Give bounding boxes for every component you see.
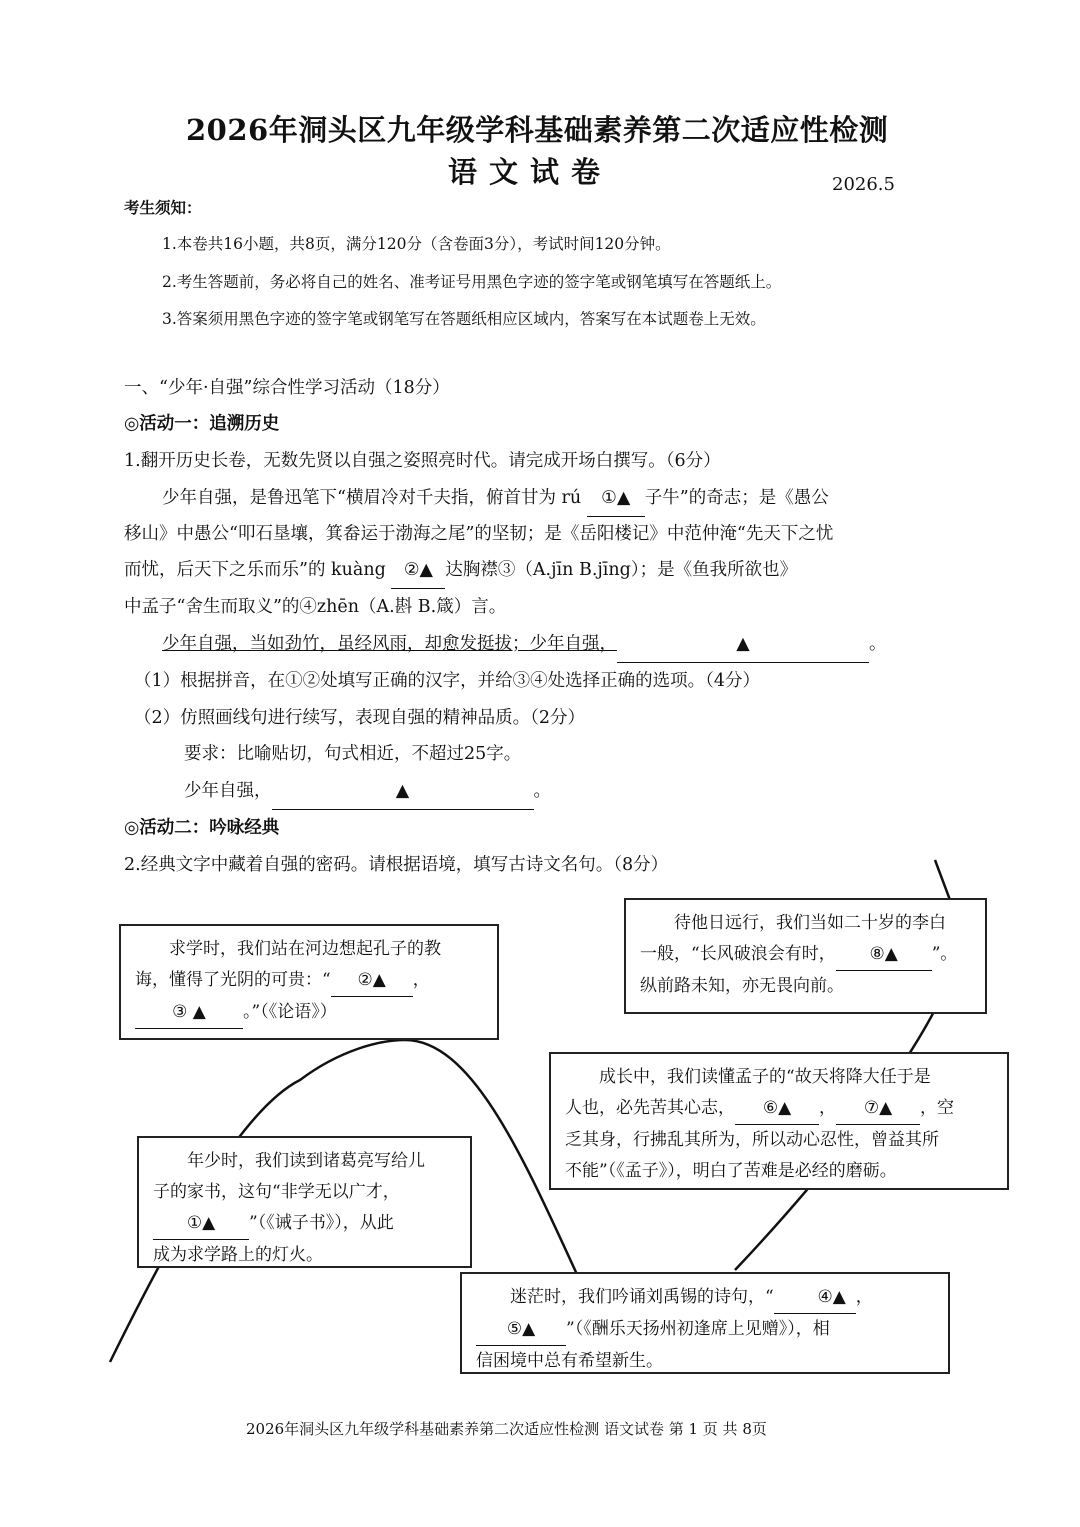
notice-heading: 考生须知：: [124, 198, 202, 217]
answer-prefix: 少年自强，: [184, 781, 272, 801]
q1-para-line5: [162, 626, 887, 663]
answer-blank-7[interactable]: ⑦▲: [836, 1093, 920, 1125]
box-text: 诲，懂得了光阴的可贵：“: [135, 970, 331, 990]
box-text: 迷茫时，我们吟诵刘禹锡的诗句，“: [510, 1287, 774, 1307]
q1-sub2: （2）仿照画线句进行续写，表现自强的精神品质。（2分）: [134, 708, 586, 728]
box-growth-line3: 乏其身，行拂乱其所为，所以动心忍性，曾益其所: [565, 1130, 939, 1150]
q1-text: 子牛”的奇志；是《愚公: [644, 488, 829, 508]
q1-para-line3: [124, 552, 797, 589]
activity2-heading: ◎活动二：吟咏经典: [124, 818, 280, 838]
box-youth-line2: 子的家书，这句“非学无以广才，: [153, 1182, 400, 1202]
answer-blank-continuation[interactable]: ▲: [617, 626, 869, 663]
pinyin: kuàng: [331, 560, 386, 580]
q1-para-line2: 移山》中愚公“叩石垦壤，箕畚运于渤海之尾”的坚韧；是《岳阳楼记》中范仲淹“先天下之忧: [124, 524, 834, 544]
pinyin: rú: [561, 488, 582, 508]
activity1-heading: ◎活动一：追溯历史: [124, 414, 280, 434]
exam-date: 2026.5: [832, 174, 895, 195]
box-youth-line1: 年少时，我们读到诸葛亮写给儿: [187, 1151, 425, 1171]
box-text: ，: [855, 1287, 873, 1307]
underlined-sentence: 少年自强，当如劲竹，虽经风雨，却愈发挺拔；少年自强，: [162, 634, 617, 654]
period: 。: [533, 781, 551, 801]
answer-blank-2[interactable]: ②▲: [331, 965, 413, 997]
box-growth-line1: 成长中，我们读懂孟子的“故天将降大任于是: [599, 1067, 931, 1087]
answer-blank-4[interactable]: ④▲: [774, 1282, 856, 1314]
box-study: [119, 924, 499, 1040]
box-lost: [460, 1272, 950, 1374]
q1-text: 少年自强，是鲁迅笔下“横眉冷对千夫指，俯首甘为: [162, 488, 556, 508]
q1-para-line1: [162, 480, 829, 517]
box-text: ”（《酬乐天扬州初逢席上见赠》），相: [566, 1319, 830, 1339]
box-study-line2: [135, 965, 483, 997]
answer-blank-3[interactable]: ③ ▲: [135, 997, 243, 1029]
box-future-line1: 待他日远行，我们当如二十岁的李白: [674, 913, 946, 933]
box-lost-line3: 信困境中总有希望新生。: [476, 1351, 663, 1371]
box-text: ”。: [931, 944, 958, 964]
page-title: 2026年洞头区九年级学科基础素养第二次适应性检测: [186, 113, 889, 147]
page-footer: 2026年洞头区九年级学科基础素养第二次适应性检测 语文试卷 第 1 页 共 8页: [246, 1420, 767, 1438]
q1-text: 达胸襟③（A.jīn B.jīng）；是《鱼我所欲也》: [445, 560, 798, 580]
answer-blank-imitation[interactable]: ▲: [272, 773, 534, 810]
answer-blank-8[interactable]: ⑧▲: [836, 939, 932, 971]
box-youth: [137, 1136, 472, 1268]
answer-blank-1[interactable]: ①▲: [587, 480, 645, 517]
box-future-line2: [640, 939, 971, 971]
box-study-line1: 求学时，我们站在河边想起孔子的教: [169, 939, 441, 959]
page-subtitle: 语文试卷: [448, 155, 613, 189]
q1-sub1: （1）根据拼音，在①②处填写正确的汉字，并给③④处选择正确的选项。（4分）: [134, 671, 761, 691]
box-study-line3: [135, 997, 483, 1029]
box-future-line3: 纵前路未知，亦无畏向前。: [640, 976, 844, 996]
answer-blank-6[interactable]: ⑥▲: [735, 1093, 819, 1125]
q1-para-line4: 中孟子“舍生而取义”的④zhēn（A.斟 B.箴）言。: [124, 597, 507, 617]
box-text: ，: [412, 970, 430, 990]
box-text: ，空: [920, 1098, 954, 1118]
box-lost-line2: [476, 1314, 934, 1346]
q1-requirement: 要求：比喻贴切，句式相近，不超过25字。: [184, 744, 522, 764]
q1-answer-line: [184, 773, 551, 810]
period: 。: [869, 634, 887, 654]
notice-item-1: 1.本卷共16小题，共8页，满分120分（含卷面3分），考试时间120分钟。: [162, 235, 671, 253]
box-growth-line2: [565, 1093, 993, 1125]
box-growth: [549, 1052, 1009, 1190]
box-text: ”（《诫子书》），从此: [249, 1213, 394, 1233]
box-text: 。”（《论语》）: [243, 1002, 337, 1022]
q1-stem: 1.翻开历史长卷，无数先贤以自强之姿照亮时代。请完成开场白撰写。（6分）: [124, 451, 721, 471]
box-lost-line1: [476, 1282, 934, 1314]
box-text: ，: [819, 1098, 836, 1118]
box-youth-line3: [153, 1208, 456, 1240]
answer-blank-2[interactable]: ②▲: [391, 552, 445, 589]
section1-heading: 一、“少年·自强”综合性学习活动（18分）: [124, 378, 450, 398]
box-future: [624, 898, 987, 1014]
answer-blank-5[interactable]: ⑤▲: [476, 1314, 566, 1346]
q2-stem: 2.经典文字中藏着自强的密码。请根据语境，填写古诗文名句。（8分）: [124, 855, 669, 875]
box-youth-line4: 成为求学路上的灯火。: [153, 1245, 323, 1265]
q1-text: 而忧，后天下之乐而乐”的: [124, 560, 326, 580]
box-growth-line4: 不能”（《孟子》），明白了苦难是必经的磨砺。: [565, 1161, 897, 1181]
answer-blank-1[interactable]: ①▲: [153, 1208, 249, 1240]
notice-item-2: 2.考生答题前，务必将自己的姓名、准考证号用黑色字迹的签字笔或钢笔填写在答题纸上。: [162, 273, 782, 291]
box-text: 人也，必先苦其心志，: [565, 1098, 735, 1118]
box-text: 一般，“长风破浪会有时，: [640, 944, 836, 964]
notice-item-3: 3.答案须用黑色字迹的签字笔或钢笔写在答题纸相应区域内，答案写在本试题卷上无效。: [162, 310, 766, 328]
